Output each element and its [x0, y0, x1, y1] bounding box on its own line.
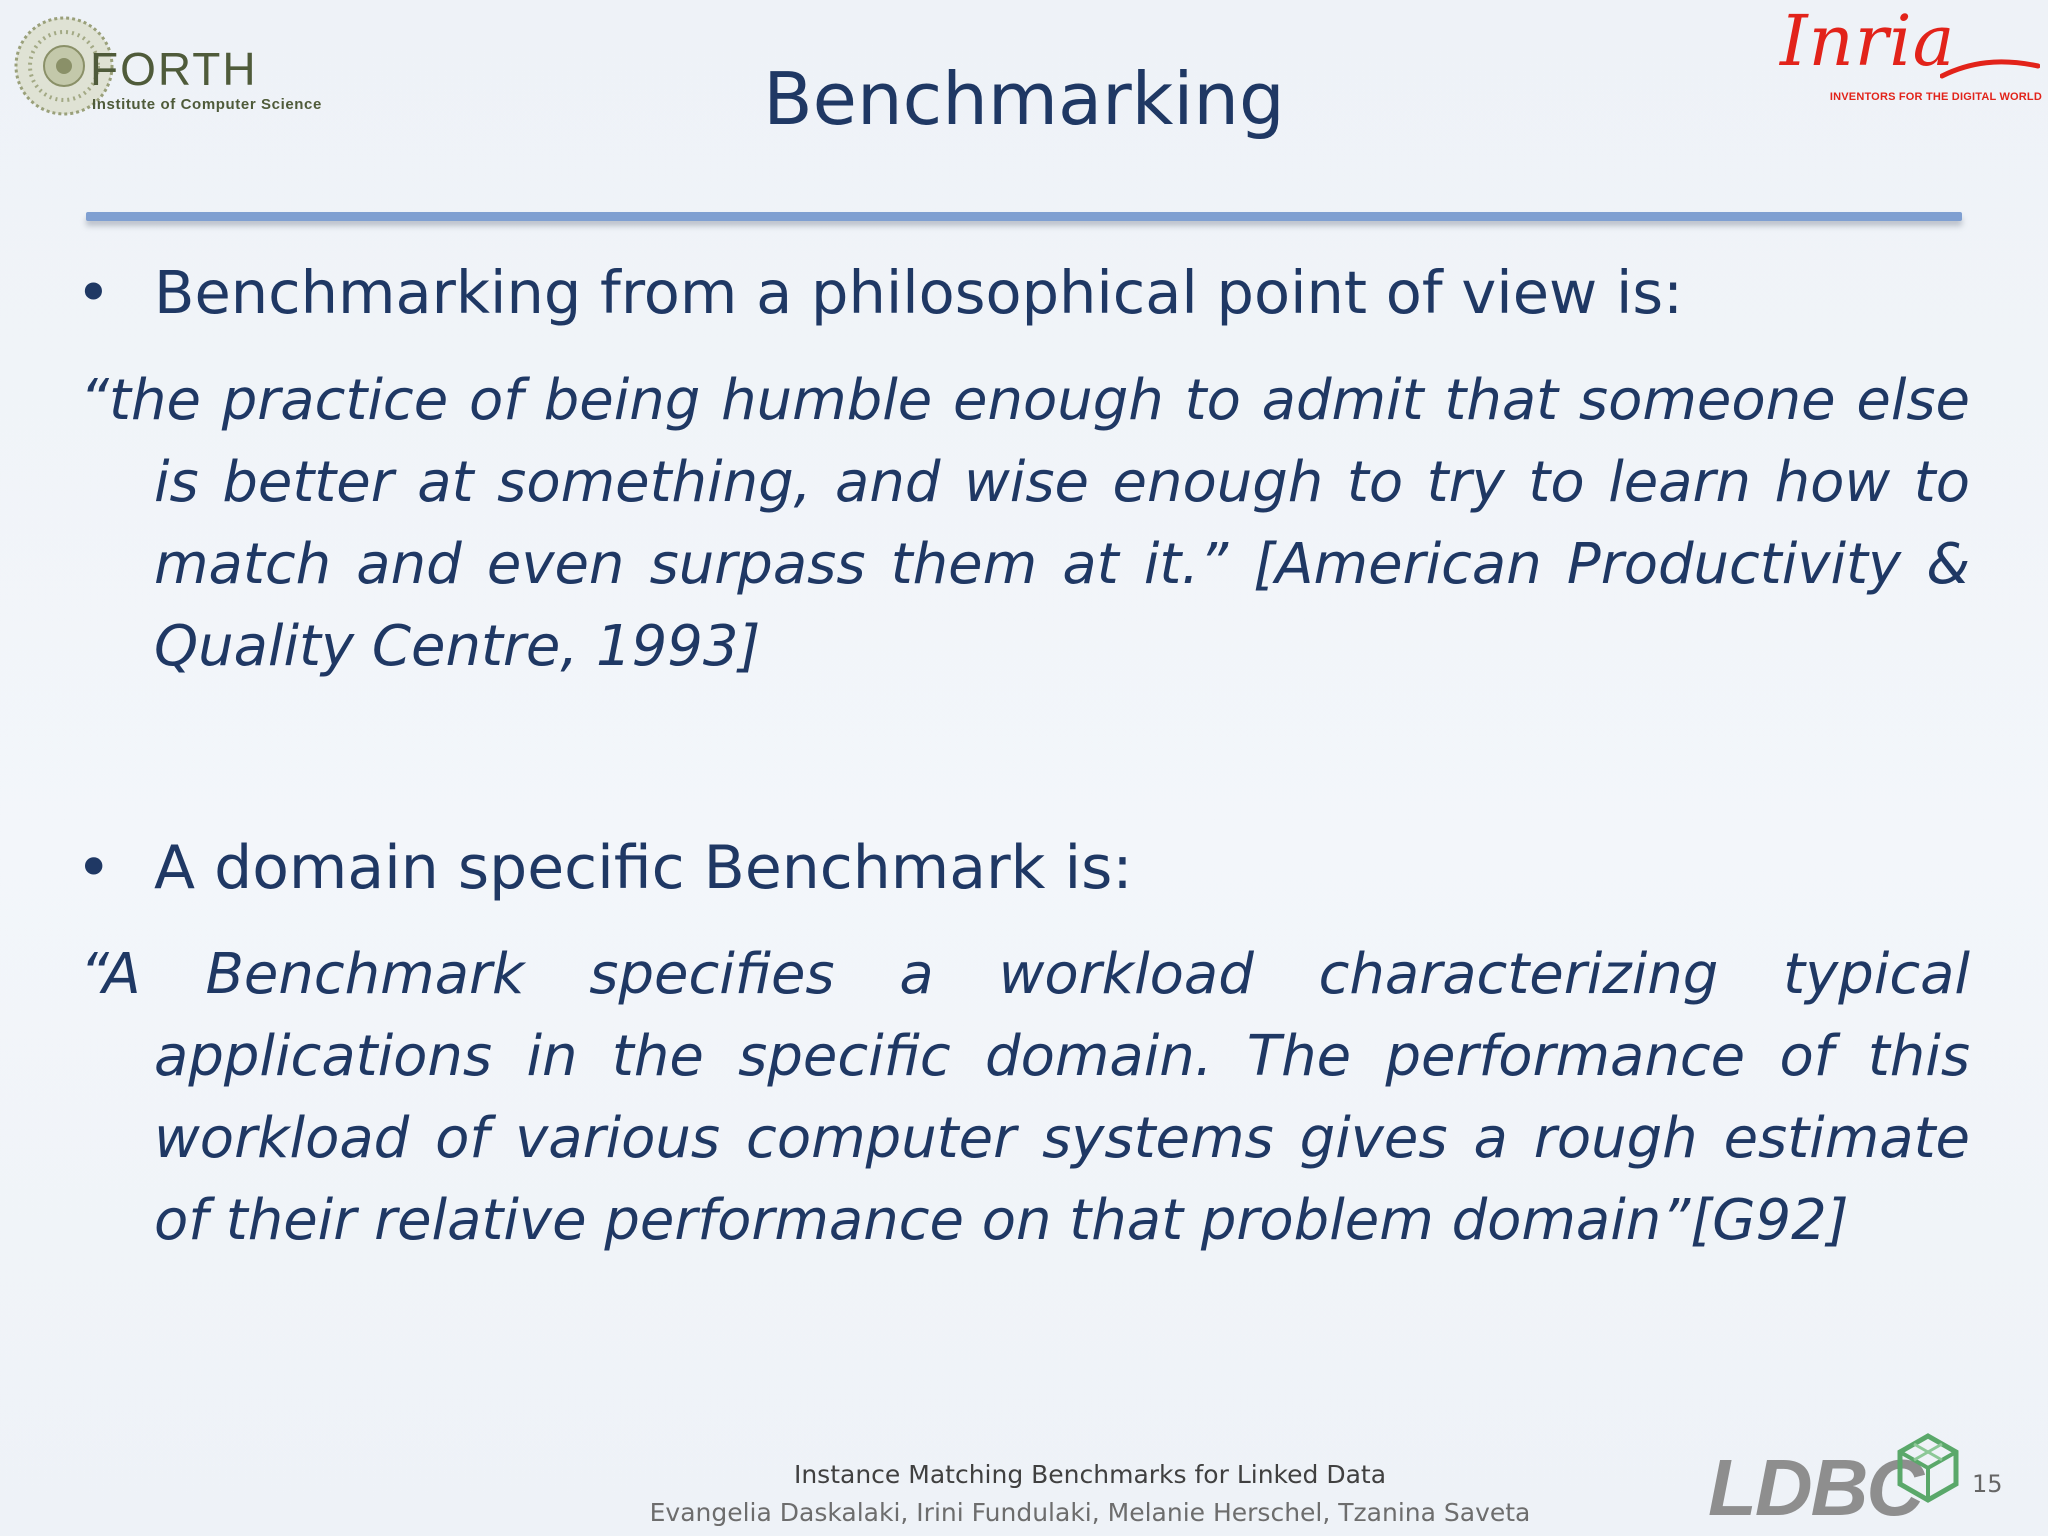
forth-logo-name: FORTH — [90, 43, 258, 95]
footer-title: Instance Matching Benchmarks for Linked Data — [793, 1460, 1387, 1489]
ldbc-logo — [1708, 1432, 1968, 1536]
bullet-heading: Benchmarking from a philosophical point of view is: — [154, 258, 1684, 327]
quote-text: “the practice of being humble enough to admit that someone else is better at something, and wise enough to try to learn how to match and even surpass them at it.” [American Productivity & Quality Centre, 1993] — [80, 368, 1970, 679]
bullet-item — [76, 258, 1683, 329]
page-number: 15 — [1972, 1470, 2003, 1498]
cube-icon — [1896, 1432, 1960, 1504]
bullet-item — [76, 832, 1133, 904]
bullet-marker: • — [76, 258, 111, 327]
forth-logo-subtitle: Institute of Computer Science — [92, 96, 322, 113]
inria-logo-name: Inria — [1780, 0, 1956, 82]
quote-text: “A Benchmark specifies a workload characterizing typical applications in the specific domain. The performance of this workload of various computer systems gives a rough estimate of their relative performance on that problem domain”[G92] — [80, 942, 1970, 1253]
title-divider — [86, 212, 1962, 221]
slide-title: Benchmarking — [763, 57, 1285, 141]
bullet-heading: A domain specific Benchmark is: — [154, 833, 1133, 903]
ldbc-logo-name: LDBC — [1708, 1443, 1923, 1532]
bullet-marker: • — [76, 833, 112, 903]
footer-authors: Evangelia Daskalaki, Irini Fundulaki, Melanie Herschel, Tzanina Saveta — [649, 1498, 1531, 1527]
inria-logo-tagline: INVENTORS FOR THE DIGITAL WORLD — [1829, 91, 2042, 103]
